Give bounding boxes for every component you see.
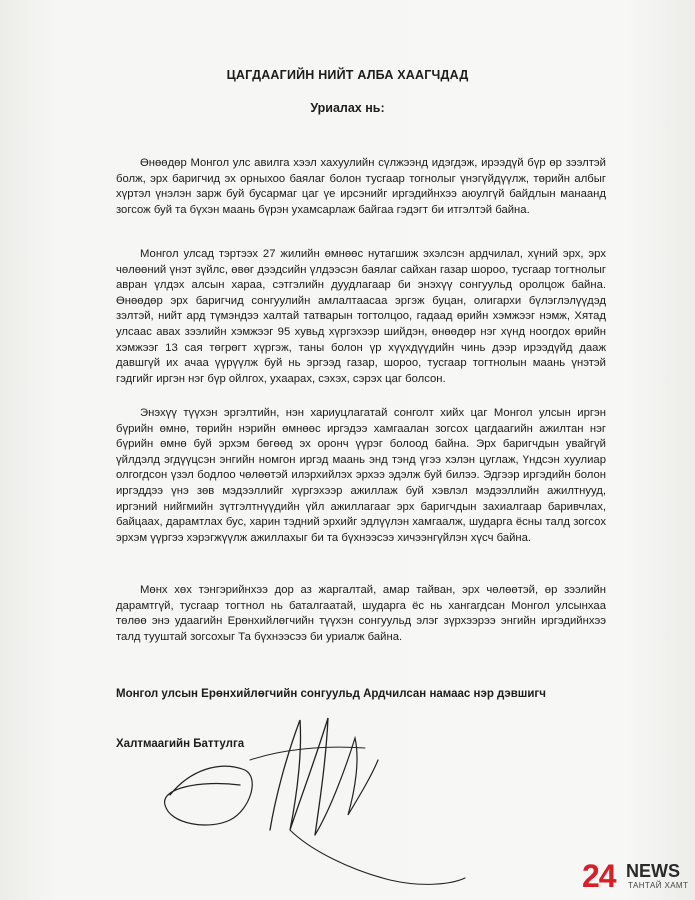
paragraph-3-text: Энэхүү түүхэн эргэлтийн, нэн хариуцлагатай сонголт хийх цаг Монгол улсын иргэн бүрийн өмнө, төрийн нэрийн өмнөөс иргэдээ хамгаалан зогсох цагдаагийн ажилтан нэг бүрийн өмнө буй эрхэм бөгөөд эх оронч үүрэг болоод байна. Эрх баригчдын увайгүй үйлдэлд эгдүүцсэн энгийн номгон иргэд маань энд тэнд үгээ хэлэн цуглаж, Үндсэн хуулиар олгогдсон үзэл бодлоо чөлөөтэй илэрхийлэх эрхээ эдэлж буй билээ. Эдгээр иргэдийн болон иргэддээ үнэ зөв мэдээллийг хүргэхээр ажиллаж буй хэвлэл мэдээллийн ажилтнууд, иргэний нийгмийн зүтгэлтнүүдийн үйл ажиллагааг эрх баригчдын захиалгаар баривчлах, байцаах, дарамтлах бус, харин тэдний эрхийг эдлүүлэн хамгаалж, шударга ёсны талд зогсох эрхэм үүргээ хэрэгжүүлж ажиллахыг би та бүхнээсээ хичээнгүйлэн хүсч байна. xyxy=(116,407,606,544)
logo-number: 24 xyxy=(582,858,616,894)
letter-title: ЦАГДААГИЙН НИЙТ АЛБА ХААГЧДАД xyxy=(226,68,469,82)
paragraph-3 xyxy=(116,406,606,546)
nominee-line: Монгол улсын Ерөнхийлөгчийн сонгуульд Ардчилсан намаас нэр дэвшигч xyxy=(116,688,546,700)
paragraph-4 xyxy=(116,583,606,645)
paragraph-2-text: Монгол улсад тэртээх 27 жилийн өмнөөс нутагшиж эхэлсэн ардчилал, хүний эрх, эрх чөлөөний үнэт зүйлс, өвөг дээдсийн үлдээсэн баялаг сайхан газар шороо, тусгаар тогтнолыг авран үлдэх алсын хараа, сэтгэлийн дуудлагаар би энэхүү сонгуульд оролцож байна. Өнөөдөр эрх баригчид сонгуулийн амлалтаасаа эргэж буцан, олигархи бүлэглэлүүдэд зэлтэй, нийт ард түмэндээ халтай татварын тогтолцоо, гадаад өрийн хэмжээг нэмж, Хятад улсаас авах зээлийн хэмжээг 95 хувьд хүргэхээр шийдэн, өнөөдөр нэг хүнд ноогдох өрийн хэмжээг 13 сая төгрөгт хүргэж, таны болон үр хүүхдүүдийн чинь дээр ирээдүйд дааж давшгүй их ачаа үүрүүлж буй нь эргээд газар, шороо, тусгаар тогтнолын маань үнэтэй гэдгийг иргэн нэг бүр ойлгох, ухаарах, сэхэх, сэрэх цаг болсон. xyxy=(116,248,606,385)
paragraph-1 xyxy=(116,156,606,218)
paragraph-4-text: Мөнх хөх тэнгэрийнхээ дор аз жаргалтай, амар тайван, эрх чөлөөтэй, өр зээлийн дарамтгүй, тусгаар тогтнол нь баталгаатай, шударга ёс нь хангагдсан Монгол улсынхаа төлөө энэ удаагийн Ерөнхийлөгчийн түүхэн сонгуульд элэг зүрхээрээ энгийн иргэдийнхээ талд тууштай зогсохыг Та бүхнээсээ би уриалж байна. xyxy=(116,584,606,643)
paragraph-2 xyxy=(116,247,606,387)
logo-tagline: ТАНТАЙ ХАМТ xyxy=(628,881,689,890)
handwritten-signature xyxy=(150,700,470,900)
24news-logo xyxy=(582,859,692,897)
signatory-name: Халтмаагийн Баттулга xyxy=(116,738,245,750)
logo-brand: NEWS xyxy=(626,861,680,881)
letter-subtitle: Уриалах нь: xyxy=(310,101,385,115)
paragraph-1-text: Өнөөдөр Монгол улс авилга хээл хахуулийн сүлжээнд идэгдэж, ирээдүй бүр өр зээлтэй болж, эрх баригчид эх орныхоо баялаг болон тусгаар тогнолыг үнэгүйдүүлж, төрийн албыг хүртэл үнэлэн зарж буй бусармаг цаг үе ирсэнийг иргэдийнхээ аюулгүй байдлын манаанд зогсож буй та бүхэн маань бүрэн ухамсарлаж байгаа гэдэгт би итгэлтэй байна. xyxy=(116,157,606,216)
